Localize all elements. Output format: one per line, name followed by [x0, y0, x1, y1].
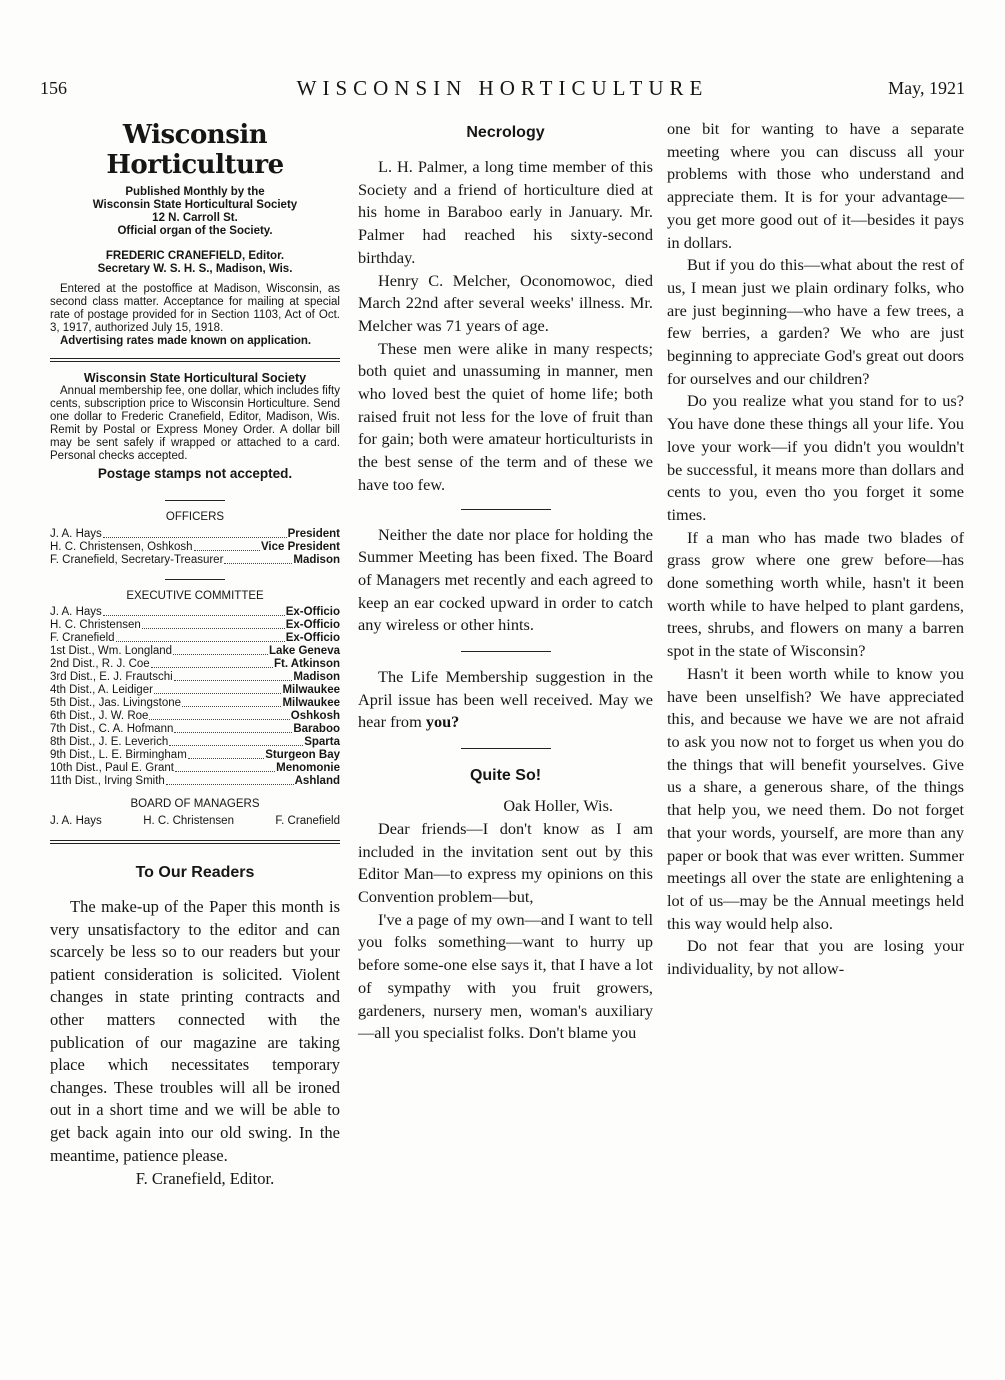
- society-box-text: Annual membership fee, one dollar, which includes fifty cents, subscription price to Wisconsin Horticulture. Send one dollar to Frederic Cranefield, Editor, Madison, Wis. Remit by Postal or Express Money Order. A dollar bill may be sent safely if wrapped or attached to a card. Personal checks accepted.: [50, 385, 340, 462]
- divider: [50, 840, 340, 844]
- committee-row: 7th Dist., C. A. Hofmann Baraboo: [50, 723, 340, 735]
- life-membership-note: The Life Membership suggestion in the April issue has been well received. May we hear from you?: [358, 667, 653, 732]
- letter-place: Oak Holler, Wis.: [503, 796, 613, 816]
- executive-title: EXECUTIVE COMMITTEE: [126, 590, 264, 602]
- letter-continued: one bit for wanting to have a separate meeting where you can discuss all your problems with those who understand and appreciate them. It is for your advantage—you get more good out of it—besides it pays in dollars. But if you do this—what about the rest of us, I mean just we plain ordinary folks, who are just beginning—who have a few trees, a few berries, a garden? We who are just beginning to appreciate God's great out doors for ourselves and our children? Do you realize what you stand for to us? You have done these things all your life. You love your work—if you didn't you wouldn't be successful, it means more than dollars and cents to you, even tho you forget it some times. If a man who has made two blades of grass grow where one grew before—has done something worth while, hasn't it been worth while to have helped to plant gardens, trees, shrubs, and flowers on many a barren spot in the state of Wisconsin? Hasn't it been worth while to know you have been unselfish? We have appreciated this, and because we have we are not afraid to ask you now not to forget us when you do the things that will benefit yourselves. Give us a share, a generous share, of the things that help you, we need them. Do not forget that your words, yourself, are more than any paper or book that was ever written. Summer meetings all over the state are enlightening a lot of us—may be the Annual meetings held this way would help also. Do not fear that you are losing your individuality, by not allow-: [667, 119, 964, 979]
- officer-row: J. A. Hays President: [50, 528, 340, 540]
- executive-list: [50, 606, 340, 788]
- running-title: WISCONSIN HORTICULTURE: [296, 76, 709, 100]
- officers-title: OFFICERS: [165, 511, 225, 523]
- committee-row: 4th Dist., A. Leidiger Milwaukee: [50, 684, 340, 696]
- to-readers-title: To Our Readers: [135, 864, 255, 881]
- committee-row: F. Cranefield Ex-Officio: [50, 632, 340, 644]
- issue-date: May, 1921: [888, 78, 965, 98]
- postage-notice: Postage stamps not accepted.: [97, 466, 293, 481]
- masthead-editor: FREDERIC CRANEFIELD, Editor.: [105, 250, 285, 262]
- committee-row: 1st Dist., Wm. Longland Lake Geneva: [50, 645, 340, 657]
- committee-row: 2nd Dist., R. J. Coe Ft. Atkinson: [50, 658, 340, 670]
- quite-so-title: Quite So!: [469, 767, 542, 785]
- committee-row: 6th Dist., J. W. Roe Oshkosh: [50, 710, 340, 722]
- necrology-title: Necrology: [466, 124, 545, 141]
- column-right: [667, 118, 964, 981]
- page-header: [40, 78, 965, 108]
- masthead-address: 12 N. Carroll St.: [152, 212, 238, 224]
- officer-row: F. Cranefield, Secretary-Treasurer Madison: [50, 554, 340, 566]
- masthead-title: Wisconsin Horticulture: [106, 120, 284, 180]
- to-readers-body: The make-up of the Paper this month is very unsatisfactory to the editor and can scarcely be less so to our readers but your patient consideration is solicited. Violent changes in state printing contracts and other matters connected with the publication of our magazine are taking place which necessitates temporary changes. These troubles will all be ironed out in a short time and we will be able to get back again into our old swing. In the meantime, patience please. F. Cranefield, Editor.: [50, 896, 340, 1191]
- managers-title: BOARD OF MANAGERS: [130, 798, 260, 810]
- column-left: [50, 118, 340, 1191]
- committee-row: H. C. Christensen Ex-Officio: [50, 619, 340, 631]
- quite-so-body: Oak Holler, Wis. Dear friends—I don't know as I am included in the invitation sent out by this Editor Man—to express my opinions on this Convention problem—but, I've a page of my own—and I want to tell you folks something—want to hurry up before some-one else says it, that I have a lot of sympathy with you fruit growers, gardeners, nursery men, woman's auxiliary—all you specialist folks. Don't blame you: [358, 796, 653, 1043]
- editor-signature: F. Cranefield, Editor.: [135, 1169, 275, 1189]
- column-middle: [358, 118, 653, 1045]
- divider: [461, 509, 551, 510]
- managers-names: J. A. Hays H. C. Christensen F. Cranefield: [50, 815, 340, 827]
- divider: [461, 748, 551, 749]
- masthead-entry: Entered at the postoffice at Madison, Wisconsin, as second class matter. Acceptance for mailing at special rate of postage provided for in Section 1103, Act of Oct. 3, 1917, authorized July 15, 1918.: [50, 283, 340, 334]
- committee-row: J. A. Hays Ex-Officio: [50, 606, 340, 618]
- committee-row: 10th Dist., Paul E. Grant Menomonie: [50, 762, 340, 774]
- committee-row: 11th Dist., Irving Smith Ashland: [50, 775, 340, 787]
- committee-row: 9th Dist., L. E. Birmingham Sturgeon Bay: [50, 749, 340, 761]
- masthead-advertising: Advertising rates made known on application.: [60, 335, 312, 347]
- page-number: 156: [40, 78, 67, 98]
- divider: [165, 500, 225, 501]
- officers-list: [50, 528, 340, 567]
- society-box-title: Wisconsin State Horticultural Society: [83, 371, 307, 385]
- divider: [461, 651, 551, 652]
- masthead-published: Published Monthly by the: [125, 186, 265, 198]
- committee-row: 5th Dist., Jas. Livingstone Milwaukee: [50, 697, 340, 709]
- committee-row: 3rd Dist., E. J. Frautschi Madison: [50, 671, 340, 683]
- summer-meeting-note: Neither the date nor place for holding the Summer Meeting has been fixed. The Board of Managers met recently and each agreed to keep an ear cocked upward in order to catch any wireless or other hints.: [358, 524, 653, 635]
- divider: [50, 358, 340, 362]
- masthead-society: Wisconsin State Horticultural Society: [92, 199, 298, 211]
- divider: [165, 579, 225, 580]
- necrology-body: L. H. Palmer, a long time member of this Society and a friend of horticulture died at his home in Baraboo early in January. Mr. Palmer had reached his sixty-second birthday. Henry C. Melcher, Oconomowoc, died March 22nd after several weeks' illness. Mr. Melcher was 71 years of age. These men were alike in many respects; both quiet and unassuming in manner, men who loved best the quiet of home life; both raised fruit not less for the love of fruit than for gain; both were amateur horticulturists in the best sense of the term and of these we have too few.: [358, 157, 653, 494]
- masthead-official: Official organ of the Society.: [117, 225, 273, 237]
- committee-row: 8th Dist., J. E. Leverich Sparta: [50, 736, 340, 748]
- officer-row: H. C. Christensen, Oshkosh Vice President: [50, 541, 340, 553]
- masthead-secretary: Secretary W. S. H. S., Madison, Wis.: [97, 263, 293, 275]
